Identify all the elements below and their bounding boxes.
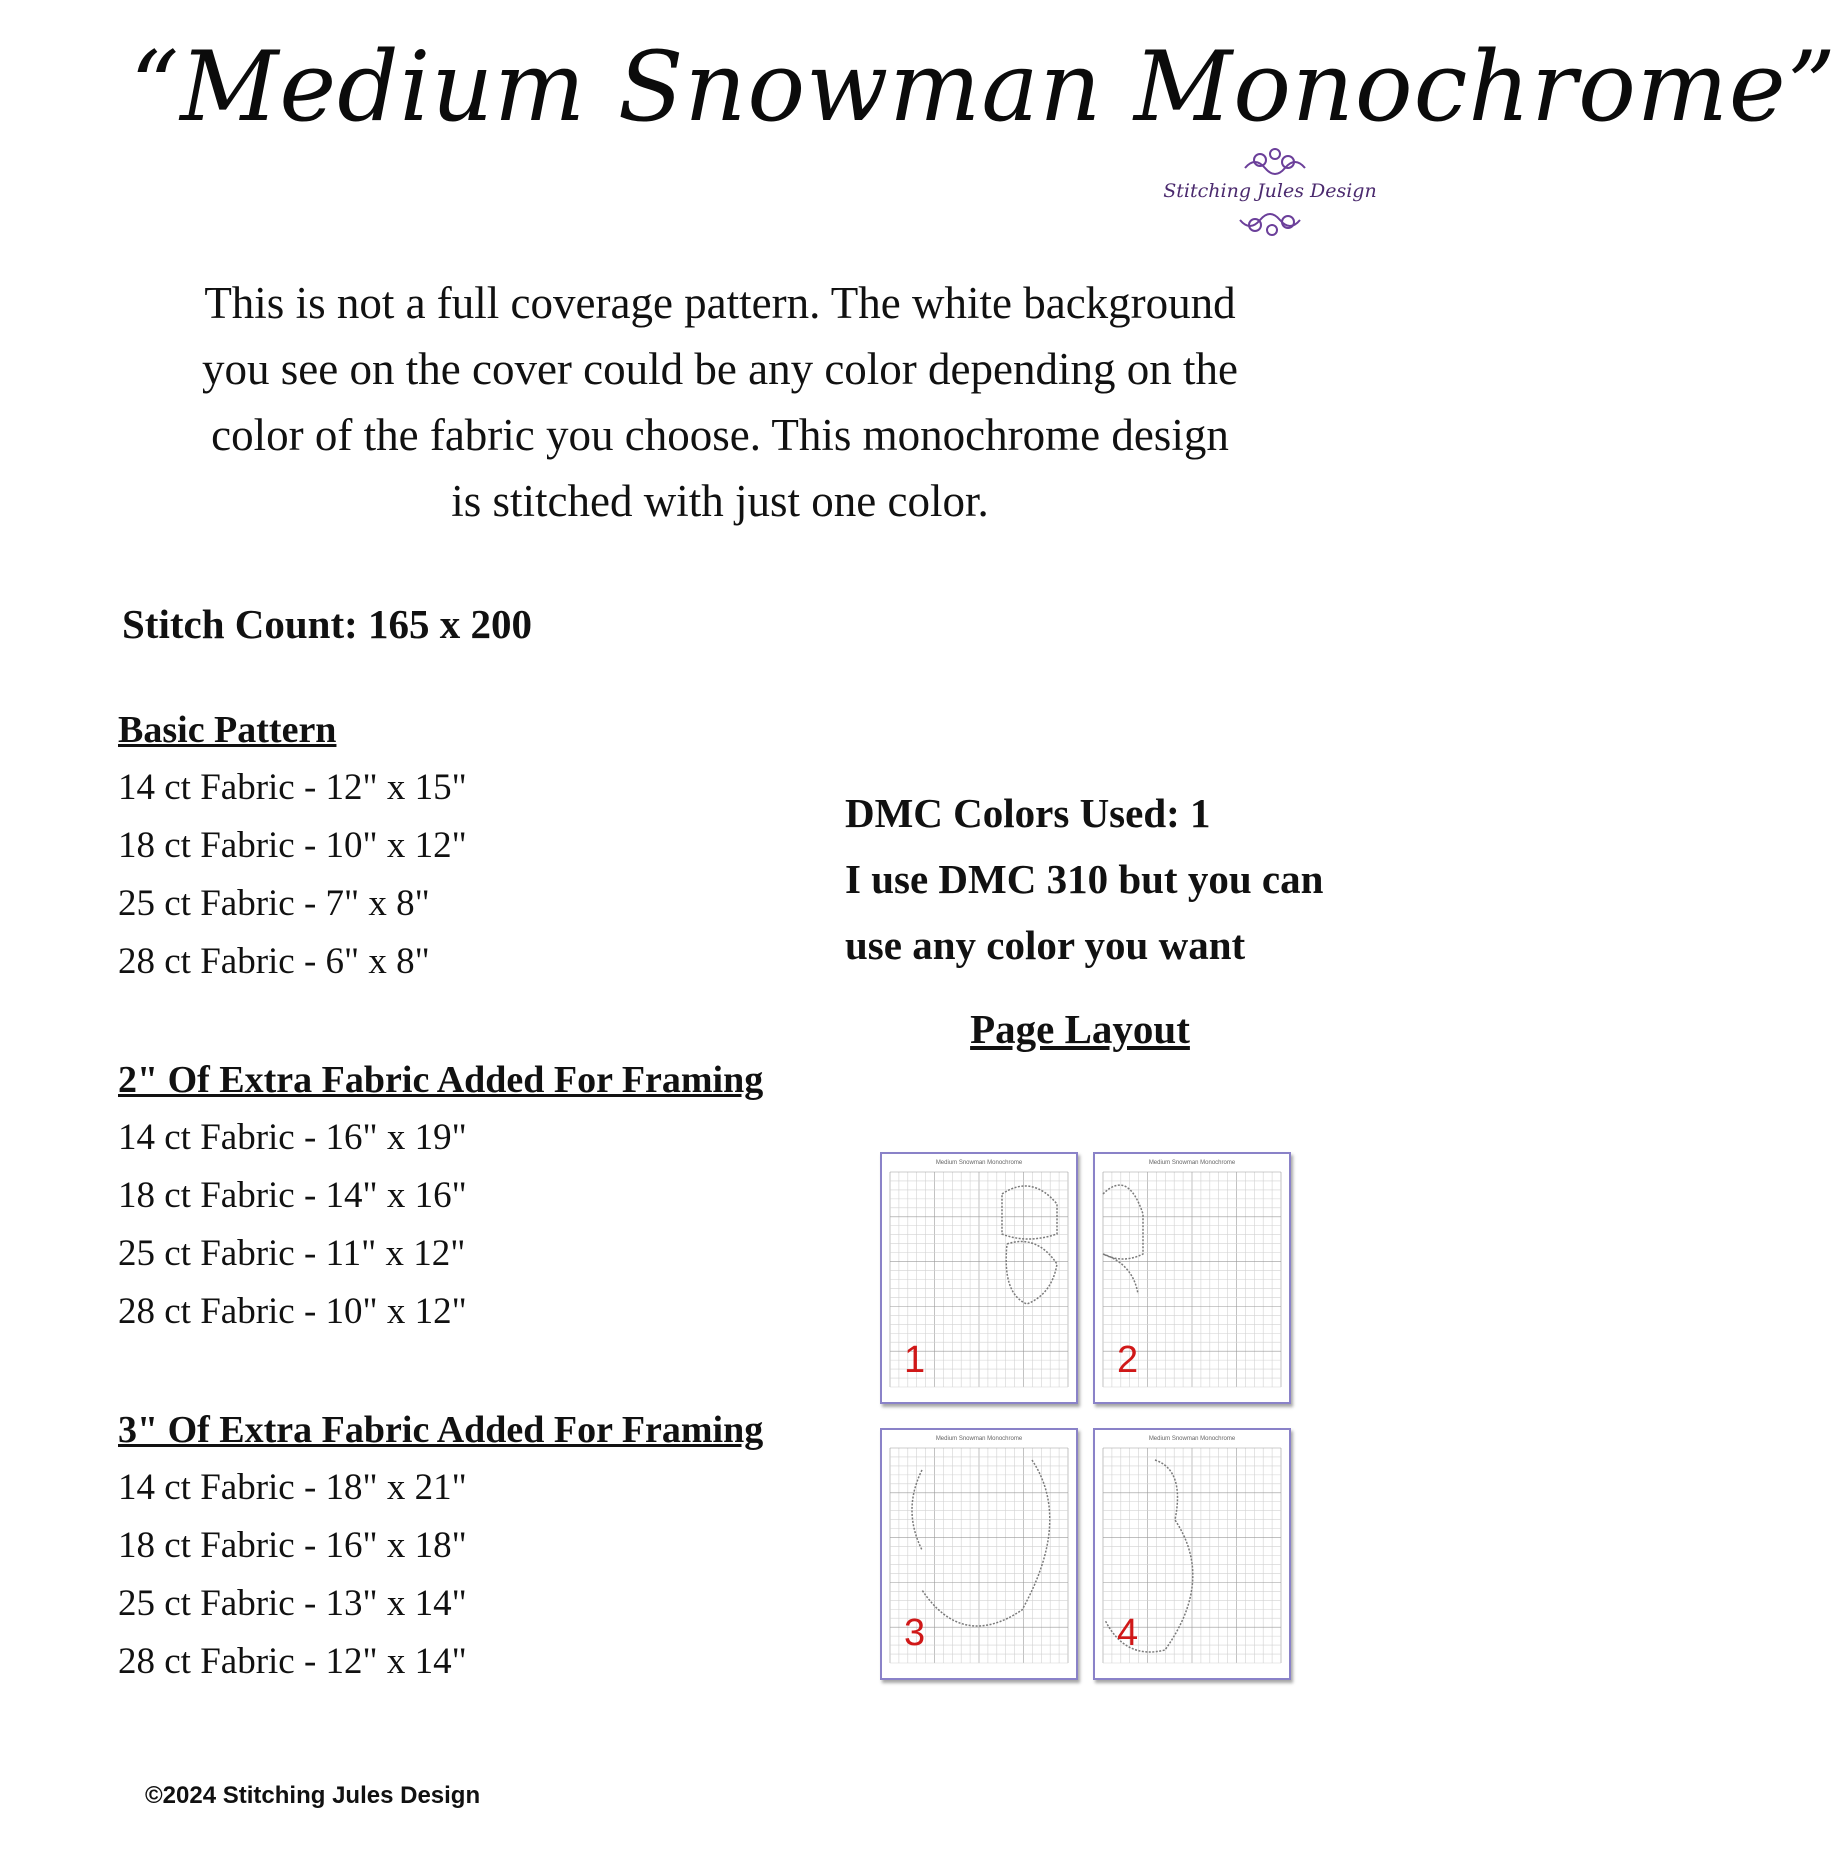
thumbnail-header: Medium Snowman Monochrome: [1148, 1160, 1236, 1166]
fabric-size-item: 18 ct Fabric - 10" x 12": [118, 825, 467, 866]
fabric-size-item: 14 ct Fabric - 18" x 21": [118, 1467, 467, 1508]
fabric-size-item: 14 ct Fabric - 16" x 19": [118, 1117, 467, 1158]
copyright-notice: ©2024 Stitching Jules Design: [145, 1782, 481, 1809]
page-thumbnail-3: [880, 1428, 1078, 1680]
intro-line: color of the fabric you choose. This monochrome design: [211, 410, 1229, 460]
fabric-section-basic: [118, 705, 467, 991]
thumbnail-header: Medium Snowman Monochrome: [935, 1436, 1023, 1442]
page-number: 4: [1117, 1612, 1139, 1654]
fabric-size-item: 18 ct Fabric - 14" x 16": [118, 1175, 467, 1216]
fabric-size-item: 14 ct Fabric - 12" x 15": [118, 767, 467, 808]
page-number: 2: [1117, 1339, 1139, 1381]
page-number: 1: [904, 1339, 926, 1381]
page-thumbnail-4: [1093, 1428, 1291, 1680]
snowman-sketch: [1002, 1186, 1057, 1304]
document-title: “Medium Snowman Monochrome”: [130, 31, 1837, 143]
stitch-count: Stitch Count: 165 x 200: [122, 601, 533, 647]
dmc-colors-info: [845, 780, 1323, 978]
page-layout-title: Page Layout: [970, 1006, 1190, 1052]
fabric-section-2in: [118, 1055, 763, 1341]
brand-logo: [1160, 140, 1380, 250]
fabric-size-item: 25 ct Fabric - 7" x 8": [118, 883, 430, 924]
intro-line: you see on the cover could be any color depending on the: [202, 344, 1238, 394]
thumbnail-header: Medium Snowman Monochrome: [935, 1160, 1023, 1166]
brand-name: Stitching Jules Design: [1163, 180, 1377, 202]
dmc-line: use any color you want: [845, 922, 1246, 968]
snowman-sketch: [912, 1460, 1050, 1626]
fabric-size-item: 28 ct Fabric - 12" x 14": [118, 1641, 467, 1682]
section-heading: 2" Of Extra Fabric Added For Framing: [118, 1059, 764, 1101]
intro-line: This is not a full coverage pattern. The white background: [204, 278, 1236, 328]
fabric-size-item: 25 ct Fabric - 11" x 12": [118, 1233, 466, 1274]
fabric-size-item: 28 ct Fabric - 10" x 12": [118, 1291, 467, 1332]
dmc-line: I use DMC 310 but you can: [845, 856, 1324, 902]
intro-line: is stitched with just one color.: [451, 476, 989, 526]
section-heading: Basic Pattern: [118, 709, 337, 751]
dmc-line: DMC Colors Used: 1: [845, 790, 1211, 836]
fabric-size-item: 25 ct Fabric - 13" x 14": [118, 1583, 467, 1624]
page-thumbnail-1: [880, 1152, 1078, 1404]
snowman-sketch: [1103, 1185, 1143, 1294]
fabric-size-item: 28 ct Fabric - 6" x 8": [118, 941, 430, 982]
fabric-section-3in: [118, 1405, 763, 1691]
page-thumbnail-2: [1093, 1152, 1291, 1404]
fabric-size-item: 18 ct Fabric - 16" x 18": [118, 1525, 467, 1566]
section-heading: 3" Of Extra Fabric Added For Framing: [118, 1409, 764, 1451]
intro-paragraph: [150, 270, 1290, 534]
thumbnail-header: Medium Snowman Monochrome: [1148, 1436, 1236, 1442]
page-number: 3: [904, 1612, 926, 1654]
